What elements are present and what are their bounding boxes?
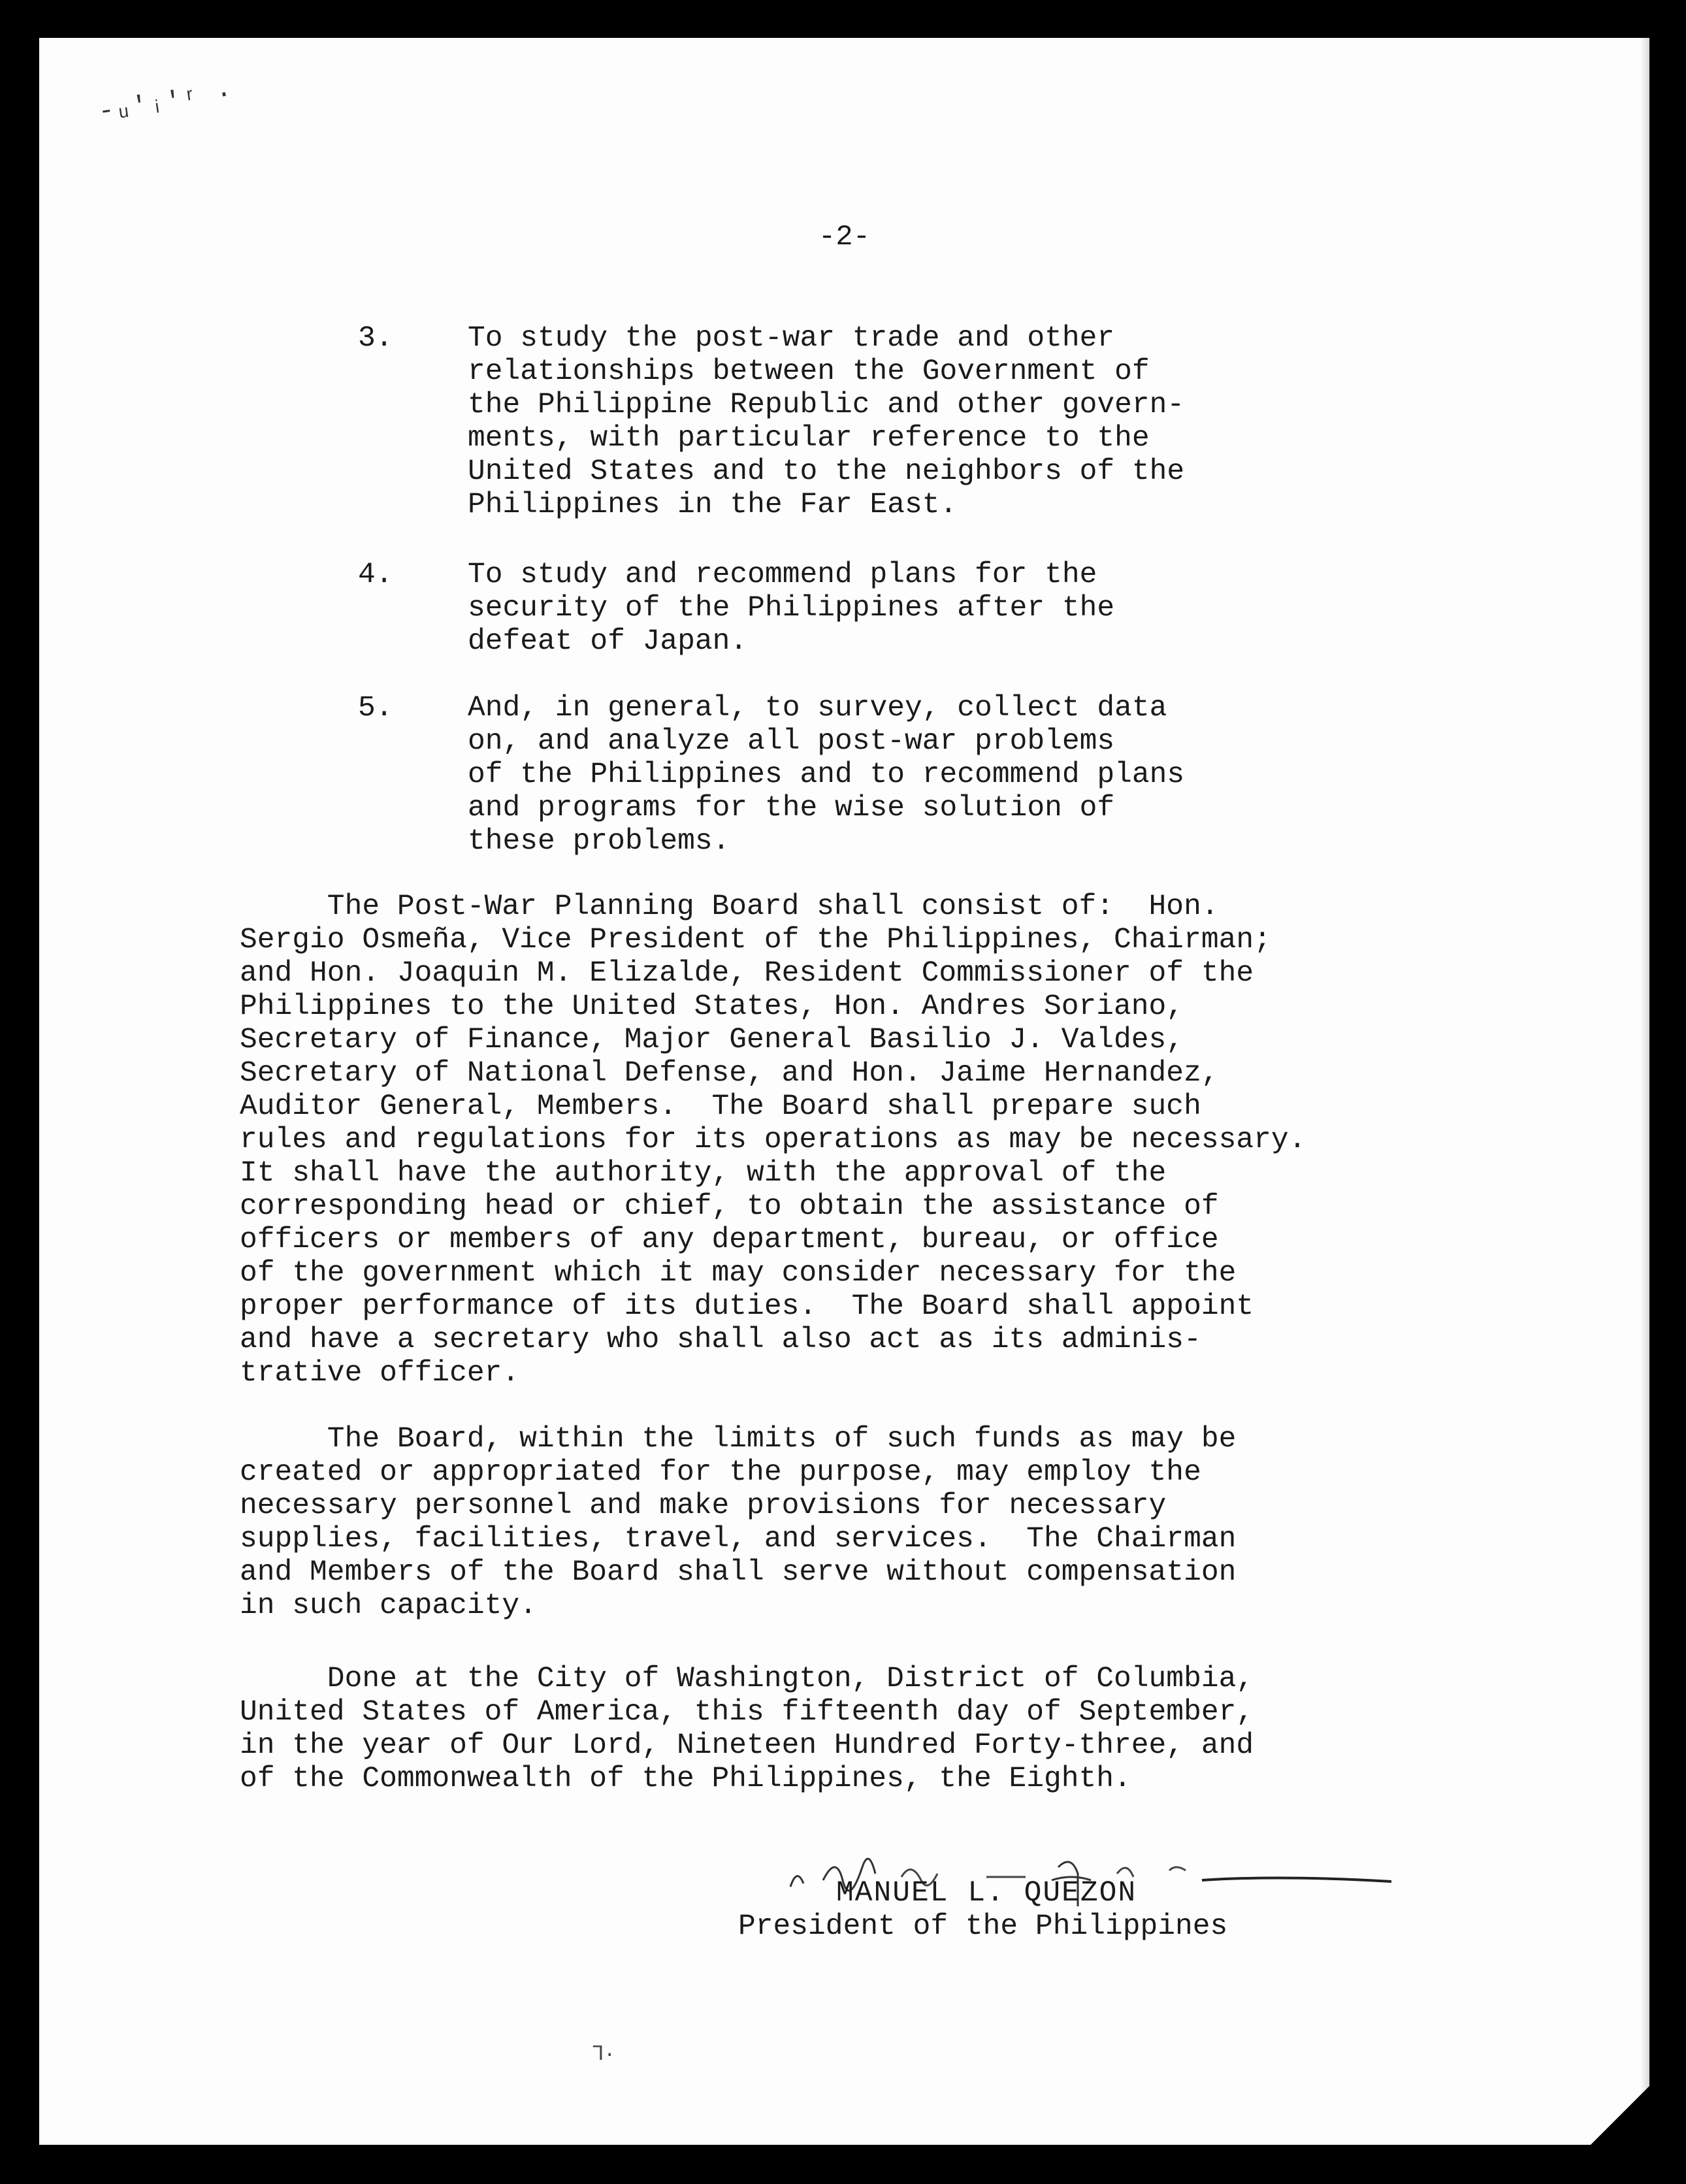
signer-name: MANUEL L. QUEZON xyxy=(836,1877,1137,1910)
line: these problems. xyxy=(468,825,730,858)
line: Auditor General, Members. The Board shall prepare such xyxy=(240,1090,1201,1123)
list-item-number: 4. xyxy=(358,559,393,591)
paragraph-done-at xyxy=(240,1663,1254,1796)
line: Done at the City of Washington, District of Columbia, xyxy=(240,1663,1254,1695)
line: defeat of Japan. xyxy=(468,625,748,658)
page-corner-fold xyxy=(1591,2086,1649,2145)
line: and have a secretary who shall also act as its adminis- xyxy=(240,1324,1201,1356)
list-item-body xyxy=(468,322,1184,522)
list-item xyxy=(358,559,1115,692)
paragraph-board-funds xyxy=(240,1423,1236,1623)
line: in the year of Our Lord, Nineteen Hundred Forty-three, and xyxy=(240,1729,1254,1762)
line: officers or members of any department, bureau, or office xyxy=(240,1224,1219,1256)
line: the Philippine Republic and other govern- xyxy=(468,389,1185,421)
line: Secretary of Finance, Major General Basilio J. Valdes, xyxy=(240,1024,1184,1056)
line: Philippines in the Far East. xyxy=(468,489,958,521)
line: of the government which it may consider necessary for the xyxy=(240,1257,1237,1290)
line: It shall have the authority, with the approval of the xyxy=(240,1157,1167,1190)
signer-title: President of the Philippines xyxy=(738,1910,1228,1943)
line: ments, with particular reference to the xyxy=(468,422,1150,455)
line: And, in general, to survey, collect data xyxy=(468,692,1167,725)
line: To study the post-war trade and other xyxy=(468,322,1115,355)
line: Secretary of National Defense, and Hon. Jaime Hernandez, xyxy=(240,1057,1219,1090)
line: of the Philippines and to recommend plans xyxy=(468,758,1185,791)
line: The Post-War Planning Board shall consist of: Hon. xyxy=(240,890,1219,923)
scan-mark-bottom: ᒣ· xyxy=(592,2044,616,2066)
line: necessary personnel and make provisions for necessary xyxy=(240,1490,1167,1522)
line: United States of America, this fifteenth day of September, xyxy=(240,1696,1254,1729)
line: proper performance of its duties. The Board shall appoint xyxy=(240,1290,1254,1323)
line: trative officer. xyxy=(240,1357,520,1390)
line: relationships between the Government of xyxy=(468,355,1150,388)
list-item-body xyxy=(468,559,1114,659)
page-edge-shadow xyxy=(1640,38,1649,2145)
list-item xyxy=(358,322,1185,521)
line: rules and regulations for its operations as may be necessary. xyxy=(240,1124,1306,1156)
line: of the Commonwealth of the Philippines, the Eighth. xyxy=(240,1763,1131,1795)
list-item xyxy=(358,692,1185,858)
line: and Members of the Board shall serve without compensation xyxy=(240,1556,1237,1589)
line: supplies, facilities, travel, and services. The Chairman xyxy=(240,1523,1237,1556)
line: on, and analyze all post-war problems xyxy=(468,725,1115,758)
page-number: -2- xyxy=(818,221,871,253)
document-page xyxy=(39,38,1649,2145)
line: created or appropriated for the purpose, may employ the xyxy=(240,1456,1201,1489)
line: Sergio Osmeña, Vice President of the Philippines, Chairman; xyxy=(240,924,1271,956)
list-item-body xyxy=(468,692,1184,858)
line: in such capacity. xyxy=(240,1589,537,1622)
line: corresponding head or chief, to obtain the assistance of xyxy=(240,1190,1219,1223)
paragraph-board-composition xyxy=(240,890,1306,1390)
line: The Board, within the limits of such funds as may be xyxy=(240,1423,1237,1456)
list-item-number: 3. xyxy=(358,322,393,355)
line: To study and recommend plans for the xyxy=(468,559,1097,591)
line: security of the Philippines after the xyxy=(468,592,1115,625)
line: Philippines to the United States, Hon. Andres Soriano, xyxy=(240,990,1184,1023)
line: United States and to the neighbors of the xyxy=(468,455,1185,488)
scan-mark-top-left: -ᵤ'ᵢ'ʳ · xyxy=(96,79,236,128)
list-item-number: 5. xyxy=(358,692,393,725)
line: and programs for the wise solution of xyxy=(468,792,1115,824)
line: and Hon. Joaquin M. Elizalde, Resident Commissioner of the xyxy=(240,957,1254,990)
